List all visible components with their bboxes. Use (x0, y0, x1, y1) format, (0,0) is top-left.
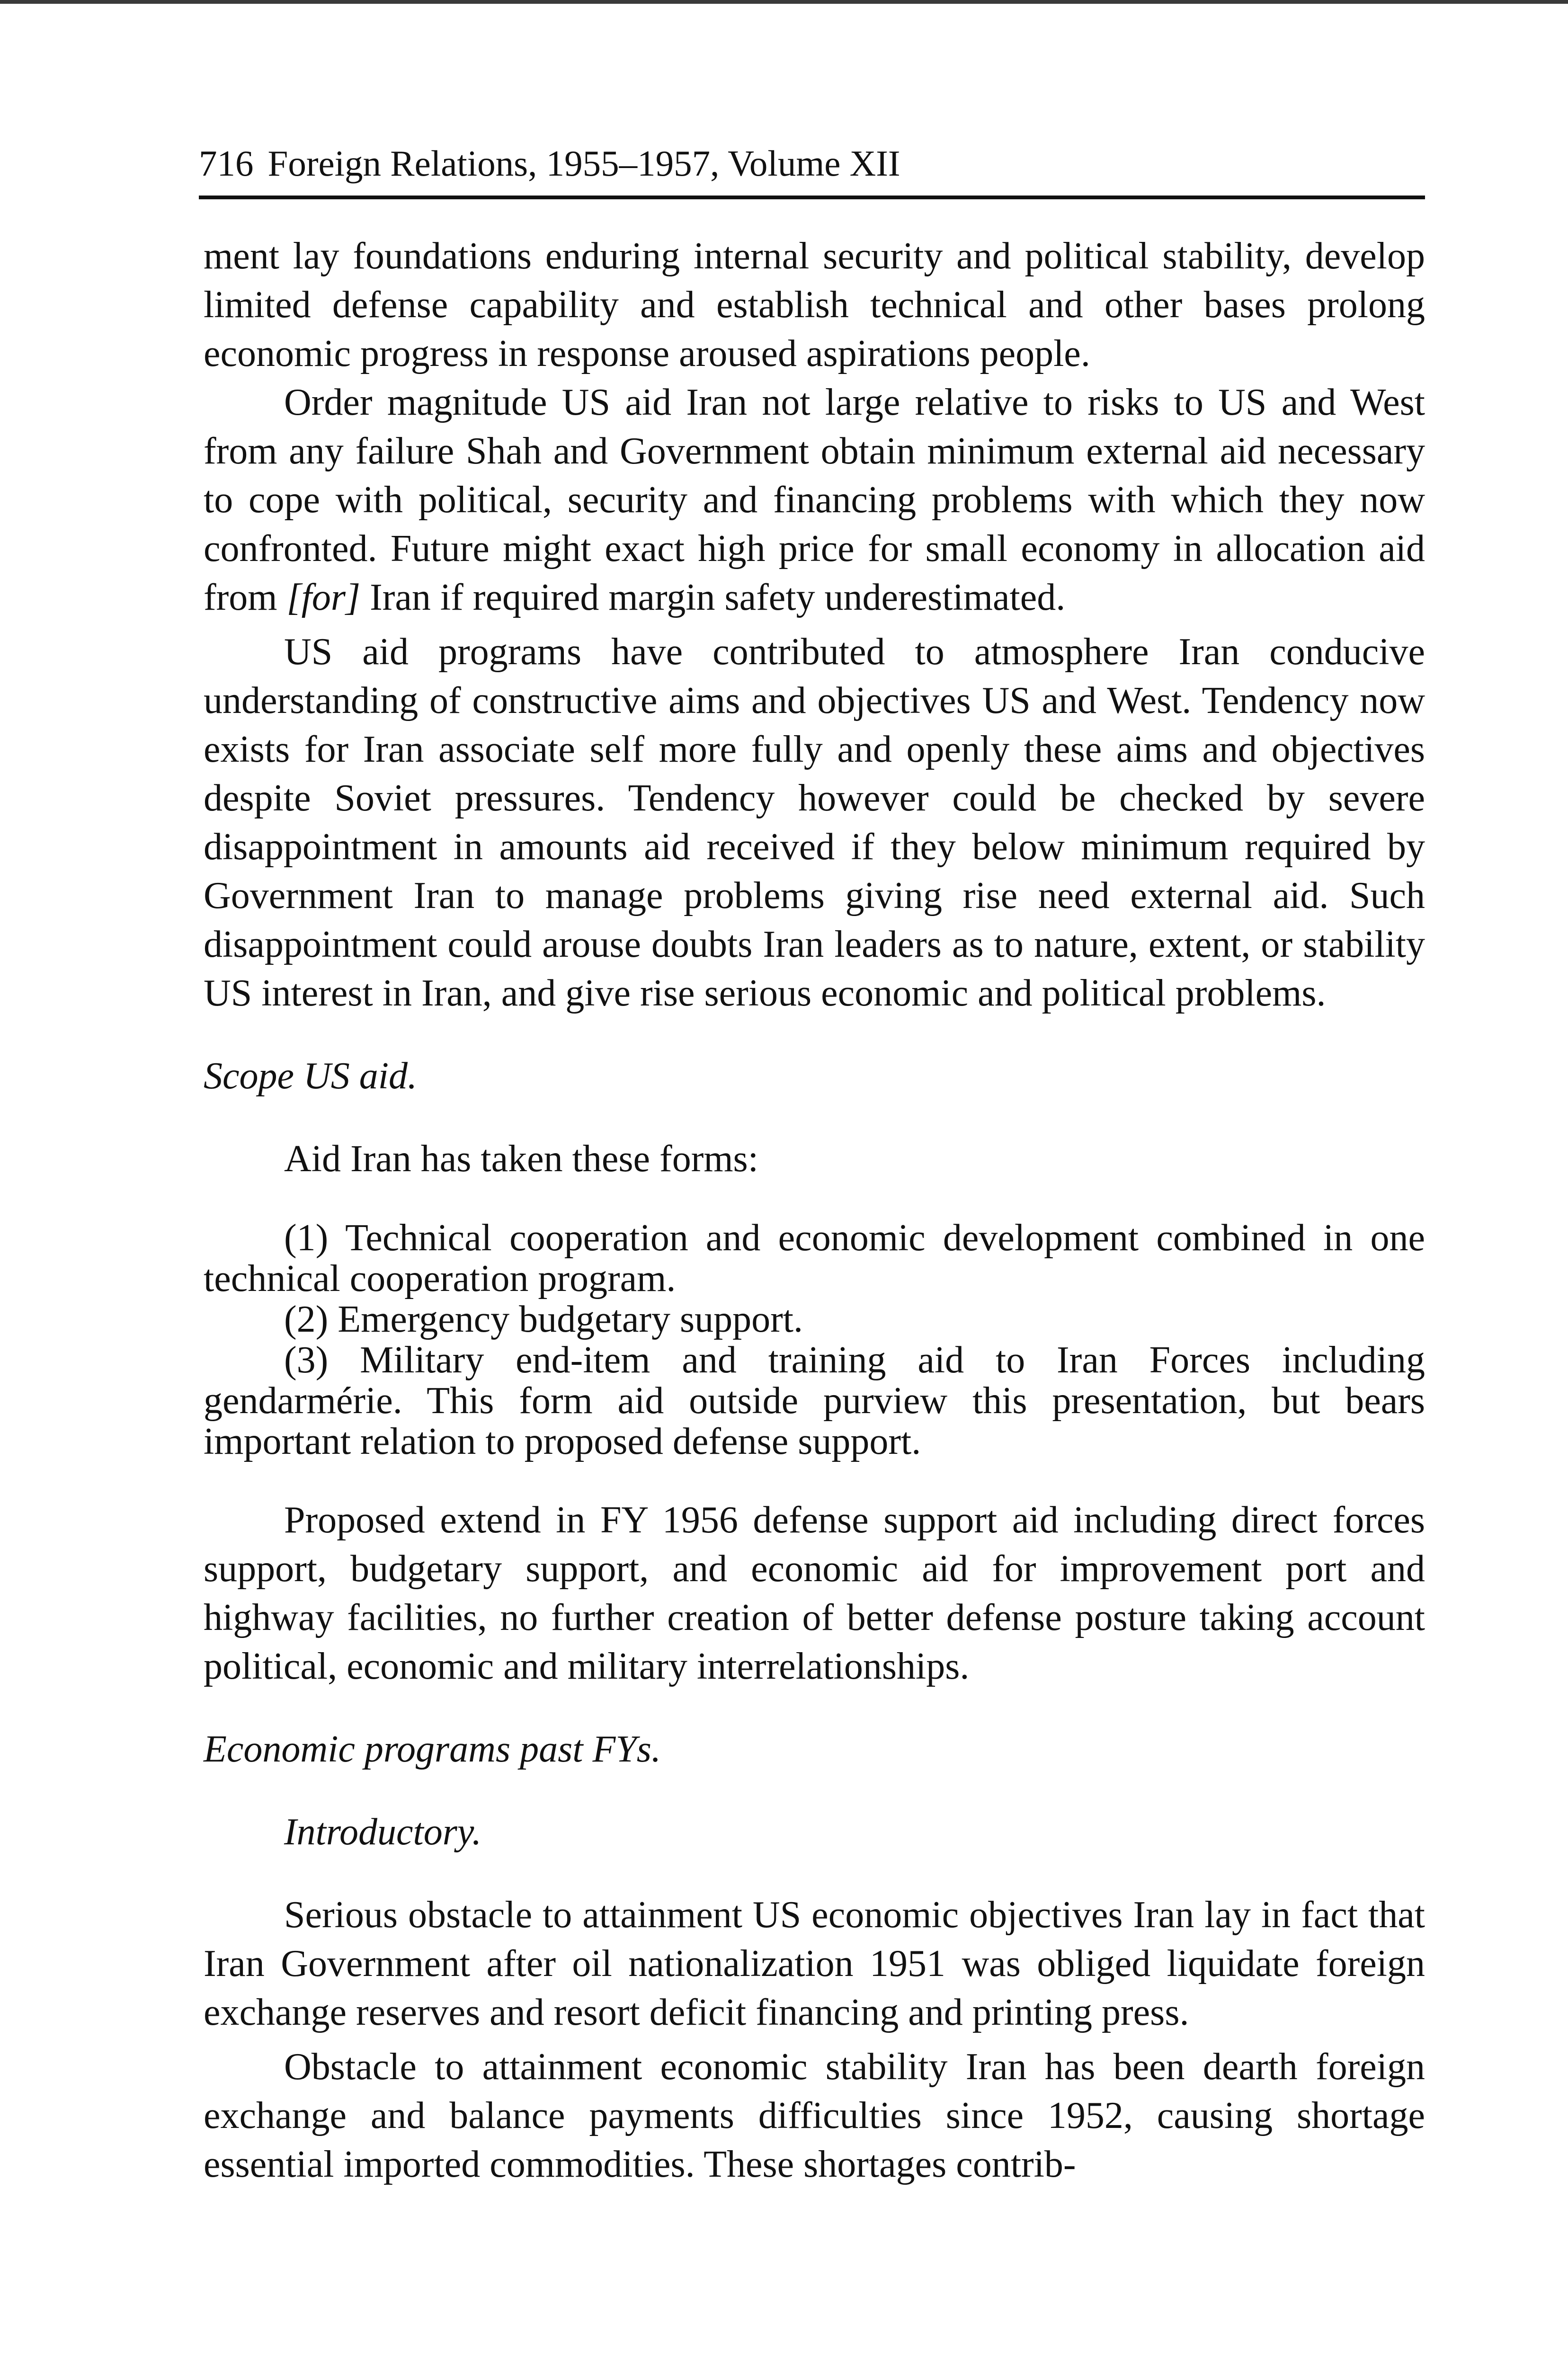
paragraph-7: Obstacle to attainment economic stability Iran has been dearth foreign exchange and balance payments difficulties since 1952, causing shortage essential imported commodities. These shortages contrib- (204, 2046, 1425, 2185)
paragraph-2-text-b: Iran if required margin safety underestimated. (360, 577, 1066, 618)
paragraph-1: ment lay foundations enduring internal security and political stability, develop limited defense capability and establish technical and other bases prolong economic progress in response aroused aspirations people. (204, 235, 1425, 374)
page-number: 716 (199, 143, 254, 184)
paragraph-6: Serious obstacle to attainment US economic objectives Iran lay in fact that Iran Government after oil nationalization 1951 was obliged liquidate foreign exchange reserves and resort deficit financing and printing press. (204, 1894, 1425, 2033)
paragraph-3: US aid programs have contributed to atmosphere Iran conducive understanding of constructive aims and objectives US and West. Tendency now exists for Iran associate self more fully and openly these aims and objectives despite Soviet pressures. Tendency however could be checked by severe disappointment in amounts aid received if they below minimum required by Government Iran to manage problems giving rise need external aid. Such disappointment could arouse doubts Iran leaders as to nature, extent, or stability US interest in Iran, and give rise serious economic and political problems. (204, 631, 1425, 1014)
paragraph-2-text-a: Order magnitude US aid Iran not large relative to risks to US and West from any failure Shah and Government obtain minimum external aid necessary to cope with political, security and financing problems with which they now confronted. Future might exact high price for small economy in allocation aid from (204, 382, 1425, 618)
paragraph-2 (204, 378, 1425, 622)
list-item: (2) Emergency budgetary support. (284, 1299, 803, 1340)
subheading-introductory: Introductory. (284, 1811, 481, 1853)
paragraph-5: Proposed extend in FY 1956 defense support aid including direct forces support, budgetary support, and economic aid for improvement port and highway facilities, no further creation of better defense posture taking account political, economic and military interrelationships. (204, 1499, 1425, 1687)
paragraph-2-editorial-insert: [for] (286, 577, 361, 618)
list-item: (3) Military end-item and training aid to Iran Forces including gendarmérie. This form aid outside purview this presentation, but bears important relation to proposed defense support. (204, 1339, 1425, 1462)
volume-title: Foreign Relations, 1955–1957, Volume XII (267, 143, 900, 184)
body-text (204, 232, 1425, 2189)
top-edge-rule (0, 0, 1568, 4)
aid-forms-list (204, 1218, 1425, 1462)
section-heading-economic: Economic programs past FYs. (204, 1728, 661, 1770)
running-head (199, 135, 1425, 199)
section-heading-scope: Scope US aid. (204, 1055, 418, 1097)
paragraph-4: Aid Iran has taken these forms: (284, 1138, 758, 1180)
list-item: (1) Technical cooperation and economic development combined in one technical cooperation program. (204, 1217, 1425, 1299)
